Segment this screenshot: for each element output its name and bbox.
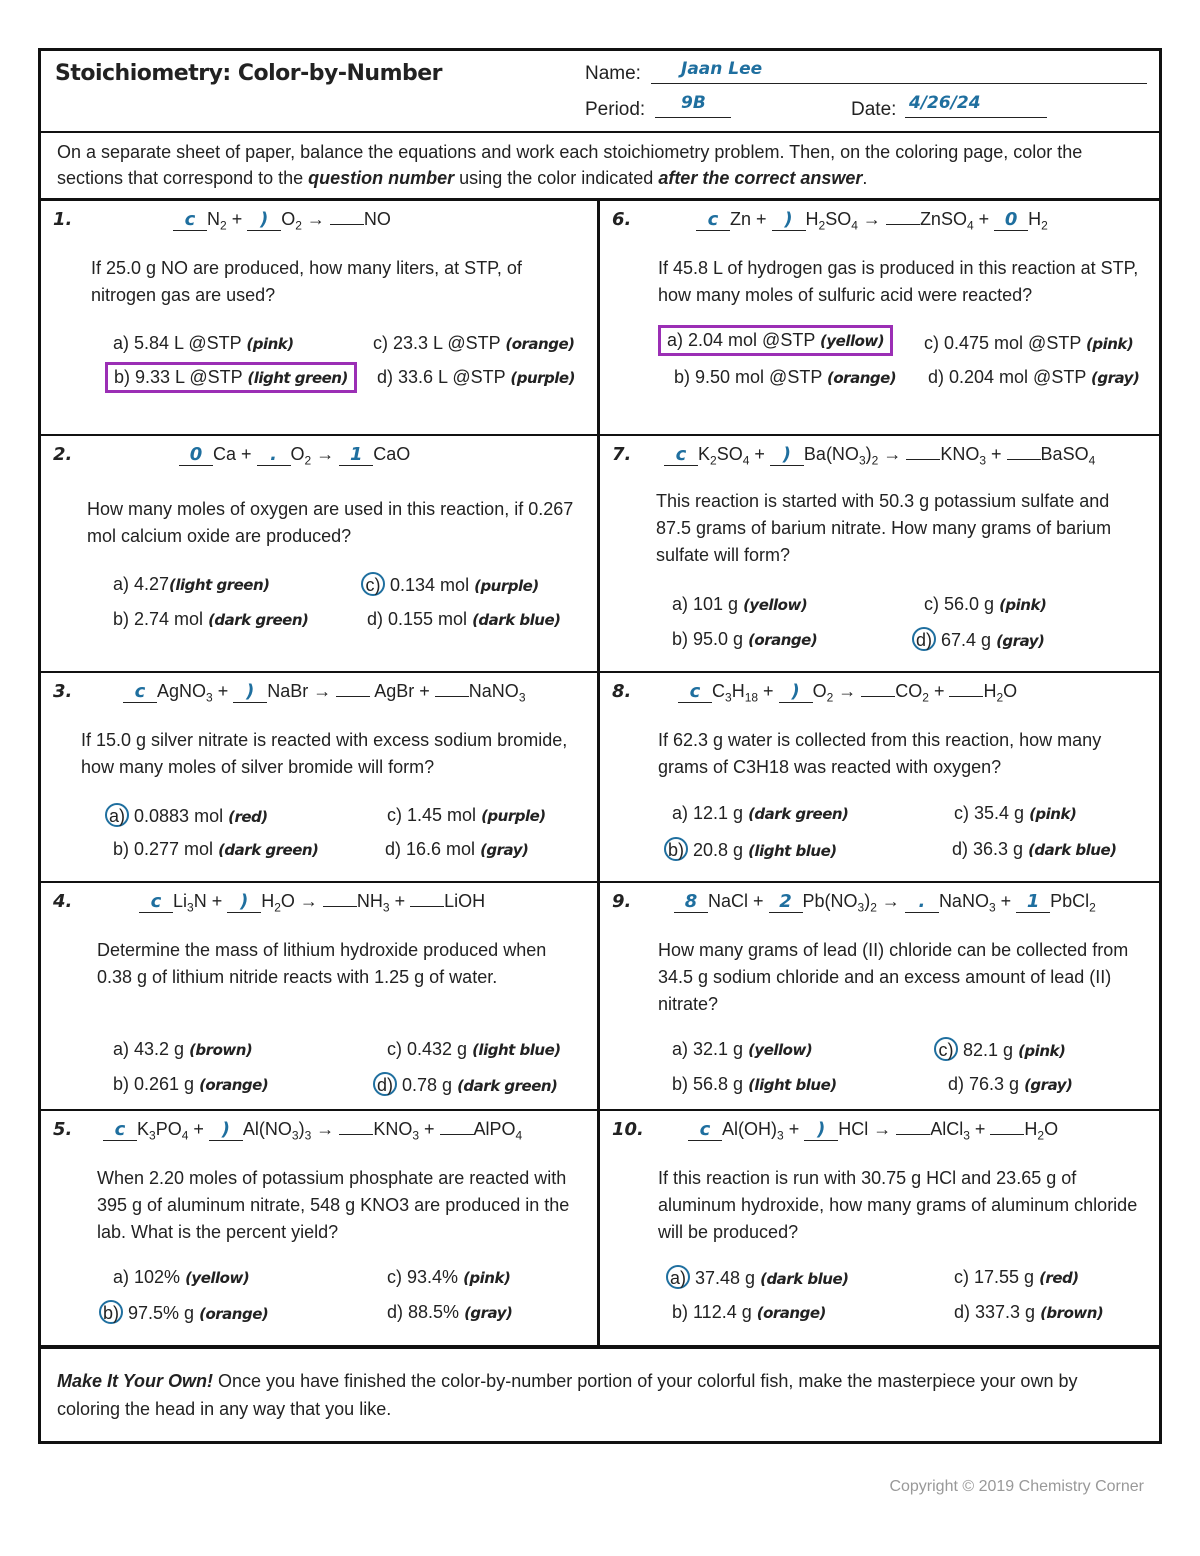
question-prompt: If 62.3 g water is collected from this reaction, how many grams of C3H18 was reacted with oxygen? <box>658 730 1102 777</box>
question-prompt: How many moles of oxygen are used in this reaction, if 0.267 mol calcium oxide are produced? <box>87 499 574 546</box>
question-prompt: Determine the mass of lithium hydroxide produced when 0.38 g of lithium nitride reacts with 1.25 g of water. <box>97 940 547 987</box>
answer-circle: c) <box>361 572 385 596</box>
option-b-selected[interactable]: b) 20.8 g (light blue) <box>664 837 837 861</box>
instructions-text: using the color indicated <box>454 168 659 188</box>
question-number: 4. <box>53 891 73 912</box>
coefficient[interactable] <box>896 1134 930 1135</box>
answer-circle: b) <box>664 837 688 861</box>
question-number: 2. <box>53 444 73 465</box>
worksheet-title: Stoichiometry: Color-by-Number <box>55 61 443 86</box>
option-c[interactable]: c) 0.475 mol @STP (pink) <box>924 333 1134 353</box>
option-d[interactable]: d) 16.6 mol (gray) <box>385 839 529 859</box>
period-value: 9B <box>681 93 706 113</box>
coefficient[interactable] <box>323 906 357 907</box>
period-label: Period: <box>585 99 646 120</box>
option-b[interactable]: b) 2.74 mol (dark green) <box>113 609 309 629</box>
instructions-emphasis: question number <box>308 168 455 188</box>
coefficient[interactable]: ) <box>247 209 281 231</box>
coefficient[interactable]: 0 <box>994 209 1028 231</box>
option-d[interactable]: d) 0.155 mol (dark blue) <box>367 609 561 629</box>
question-5 <box>41 1111 600 1348</box>
option-b[interactable]: b) 112.4 g (orange) <box>672 1302 826 1322</box>
question-number: 5. <box>53 1119 73 1140</box>
date-value: 4/26/24 <box>909 93 981 113</box>
option-c-selected[interactable]: c) 82.1 g (pink) <box>934 1037 1065 1061</box>
coefficient[interactable]: . <box>905 891 939 913</box>
coefficient[interactable] <box>906 459 940 460</box>
option-b[interactable]: b) 95.0 g (orange) <box>672 629 818 649</box>
coefficient[interactable] <box>861 696 895 697</box>
coefficient[interactable] <box>435 696 469 697</box>
option-a[interactable]: a) 12.1 g (dark green) <box>672 803 849 823</box>
answer-circle: a) <box>666 1265 690 1289</box>
question-3 <box>41 673 600 883</box>
coefficient[interactable]: ) <box>209 1119 243 1141</box>
option-b[interactable]: b) 0.261 g (orange) <box>113 1074 269 1094</box>
date-label: Date: <box>851 99 897 120</box>
coefficient[interactable] <box>339 1134 373 1135</box>
coefficient[interactable] <box>410 906 444 907</box>
coefficient[interactable]: ) <box>772 209 806 231</box>
answer-circle: c) <box>934 1037 958 1061</box>
option-d[interactable]: d) 33.6 L @STP (purple) <box>377 367 575 387</box>
date-field[interactable] <box>905 93 1047 118</box>
coefficient[interactable]: c <box>173 209 207 231</box>
coefficient[interactable]: 0 <box>179 444 213 466</box>
question-number: 7. <box>612 444 632 465</box>
option-b[interactable]: b) 0.277 mol (dark green) <box>113 839 319 859</box>
question-10 <box>600 1111 1159 1348</box>
question-prompt: If 15.0 g silver nitrate is reacted with excess sodium bromide, how many moles of silver bromide will form? <box>81 730 568 777</box>
question-1 <box>41 201 600 436</box>
question-8 <box>600 673 1159 883</box>
coefficient[interactable]: c <box>123 681 157 703</box>
question-grid <box>41 201 1159 1348</box>
coefficient[interactable]: c <box>139 891 173 913</box>
option-c[interactable]: c) 17.55 g (red) <box>954 1267 1079 1287</box>
equation: c $K_2SO_4$ + ) $Ba(NO_3)_2 \to KNO_3$ + BaSO$_4$ <box>664 444 1095 468</box>
coefficient[interactable] <box>330 224 364 225</box>
coefficient[interactable] <box>886 224 920 225</box>
option-c[interactable]: c) 35.4 g (pink) <box>954 803 1077 823</box>
question-prompt: If 45.8 L of hydrogen gas is produced in this reaction at STP, how many moles of sulfuric acid were reacted? <box>658 258 1139 305</box>
worksheet <box>38 48 1162 1444</box>
question-prompt: This reaction is started with 50.3 g potassium sulfate and 87.5 grams of barium nitrate. How many grams of barium sulfate will form? <box>656 491 1112 565</box>
instructions-emphasis: after the correct answer <box>658 168 863 188</box>
option-b[interactable]: b) 56.8 g (light blue) <box>672 1074 837 1094</box>
coefficient[interactable]: ) <box>779 681 813 703</box>
coefficient[interactable]: c <box>696 209 730 231</box>
question-prompt: How many grams of lead (II) chloride can be collected from 34.5 g sodium chloride and an excess amount of lead (II) nitrate? <box>658 940 1129 1014</box>
footer-lead: Make It Your Own! <box>57 1371 214 1391</box>
coefficient[interactable]: 8 <box>674 891 708 913</box>
option-a[interactable]: a) 43.2 g (brown) <box>113 1039 253 1059</box>
option-d[interactable]: d) 88.5% (gray) <box>387 1302 513 1322</box>
option-b-selected[interactable]: b) 9.33 L @STP (light green) <box>105 362 357 393</box>
option-a[interactable]: a) 102% (yellow) <box>113 1267 250 1287</box>
option-a[interactable]: a) 101 g (yellow) <box>672 594 808 614</box>
coefficient[interactable]: ) <box>770 444 804 466</box>
coefficient[interactable]: 1 <box>339 444 373 466</box>
option-d-selected[interactable]: d) 0.78 g (dark green) <box>373 1072 557 1096</box>
footer-text: Once you have finished the color-by-number portion of your colorful fish, make the masterpiece your own by coloring the head in any way that you like. <box>57 1371 1078 1419</box>
question-prompt: When 2.20 moles of potassium phosphate are reacted with 395 g of aluminum nitrate, 548 g KNO3 are produced in the lab. What is the percent yield? <box>97 1168 570 1242</box>
coefficient[interactable] <box>440 1134 474 1135</box>
name-value: Jaan Lee <box>681 59 763 79</box>
question-prompt: If this reaction is run with 30.75 g HCl and 23.65 g of aluminum hydroxide, how many grams of aluminum chloride will be produced? <box>658 1168 1138 1242</box>
instructions <box>41 131 1159 201</box>
equation: c $Al(OH)_3$ + ) HCl → AlCl$_3$ + $H_2O$ <box>688 1119 1058 1143</box>
question-number: 10. <box>612 1119 644 1140</box>
coefficient[interactable]: 1 <box>1016 891 1050 913</box>
option-a[interactable]: a) 4.27(light green) <box>113 574 270 594</box>
question-number: 1. <box>53 209 73 230</box>
equation: c $Li_3N$ + ) $H_2O \to NH_3$ + LiOH <box>139 891 485 915</box>
option-b[interactable]: b) 9.50 mol @STP (orange) <box>674 367 897 387</box>
question-6 <box>600 201 1159 436</box>
coefficient[interactable]: c <box>664 444 698 466</box>
question-prompt: If 25.0 g NO are produced, how many liters, at STP, of nitrogen gas are used? <box>91 258 522 305</box>
option-c-selected[interactable]: c) 0.134 mol (purple) <box>361 572 539 596</box>
option-a[interactable]: a) 5.84 L @STP (pink) <box>113 333 294 353</box>
coefficient[interactable]: ) <box>804 1119 838 1141</box>
coefficient[interactable]: ) <box>227 891 261 913</box>
period-field[interactable] <box>655 93 731 118</box>
coefficient[interactable]: c <box>688 1119 722 1141</box>
coefficient[interactable] <box>949 696 983 697</box>
option-d[interactable]: d) 0.204 mol @STP (gray) <box>928 367 1140 387</box>
answer-circle: a) <box>105 803 129 827</box>
equation: c AgNO$_3$ + ) NaBr → AgBr + NaNO$_3$ <box>123 681 526 705</box>
equation: c Zn + ) $H_2SO_4$ → ZnSO$_4$ + 0 $H_2$ <box>696 209 1048 233</box>
coefficient[interactable]: c <box>103 1119 137 1141</box>
equation: c $N_2$ + ) $O_2$ → NO <box>173 209 391 233</box>
option-d-selected[interactable]: d) 67.4 g (gray) <box>912 627 1044 651</box>
option-c[interactable]: c) 1.45 mol (purple) <box>387 805 546 825</box>
question-number: 8. <box>612 681 632 702</box>
option-a-selected[interactable]: a) 2.04 mol @STP (yellow) <box>658 325 893 356</box>
coefficient[interactable] <box>990 1134 1024 1135</box>
option-c[interactable]: c) 23.3 L @STP (orange) <box>373 333 575 353</box>
option-d[interactable]: d) 337.3 g (brown) <box>954 1302 1104 1322</box>
option-c[interactable]: c) 56.0 g (pink) <box>924 594 1047 614</box>
answer-circle: b) <box>99 1300 123 1324</box>
coefficient[interactable] <box>1007 459 1041 460</box>
option-c[interactable]: c) 93.4% (pink) <box>387 1267 511 1287</box>
option-a[interactable]: a) 32.1 g (yellow) <box>672 1039 813 1059</box>
name-field[interactable] <box>651 59 1147 84</box>
coefficient[interactable]: c <box>678 681 712 703</box>
coefficient[interactable]: . <box>257 444 291 466</box>
equation: 0 Ca + . $O_2 \to 1$ CaO <box>179 444 410 468</box>
option-c[interactable]: c) 0.432 g (light blue) <box>387 1039 561 1059</box>
equation: c $C_3H_{18}$ + ) $O_2 \to CO_2 + H_2O$ <box>678 681 1017 705</box>
option-a-selected[interactable]: a) 0.0883 mol (red) <box>105 803 268 827</box>
question-number: 3. <box>53 681 73 702</box>
answer-circle: d) <box>912 627 936 651</box>
option-d[interactable]: d) 36.3 g (dark blue) <box>952 839 1117 859</box>
name-label: Name: <box>585 63 641 84</box>
option-b-selected[interactable]: b) 97.5% g (orange) <box>99 1300 268 1324</box>
question-number: 6. <box>612 209 632 230</box>
question-2 <box>41 436 600 673</box>
instructions-text: . <box>862 168 868 188</box>
answer-circle: d) <box>373 1072 397 1096</box>
worksheet-header <box>41 51 1159 133</box>
equation: c $K_3PO_4$ + ) $Al(NO_3)_3 \to KNO_3$ + AlPO$_4$ <box>103 1119 522 1143</box>
option-d[interactable]: d) 76.3 g (gray) <box>948 1074 1073 1094</box>
coefficient[interactable]: 2 <box>769 891 803 913</box>
copyright: Copyright © 2019 Chemistry Corner <box>889 1478 1144 1495</box>
option-a-selected[interactable]: a) 37.48 g (dark blue) <box>666 1265 849 1289</box>
coefficient[interactable]: ) <box>233 681 267 703</box>
equation: 8 NaCl + 2 $Pb(NO_3)_2$ → . NaNO$_3$ + 1 PbCl$_2$ <box>674 891 1096 915</box>
question-number: 9. <box>612 891 632 912</box>
make-it-your-own <box>41 1348 1159 1441</box>
question-4 <box>41 883 600 1111</box>
coefficient[interactable] <box>336 696 370 697</box>
question-9 <box>600 883 1159 1111</box>
instructions-text: On a separate sheet of paper, balance the equations and work each stoichiometry problem. Then, on the coloring page, color the sections that correspond to the <box>57 142 1083 188</box>
question-7 <box>600 436 1159 673</box>
